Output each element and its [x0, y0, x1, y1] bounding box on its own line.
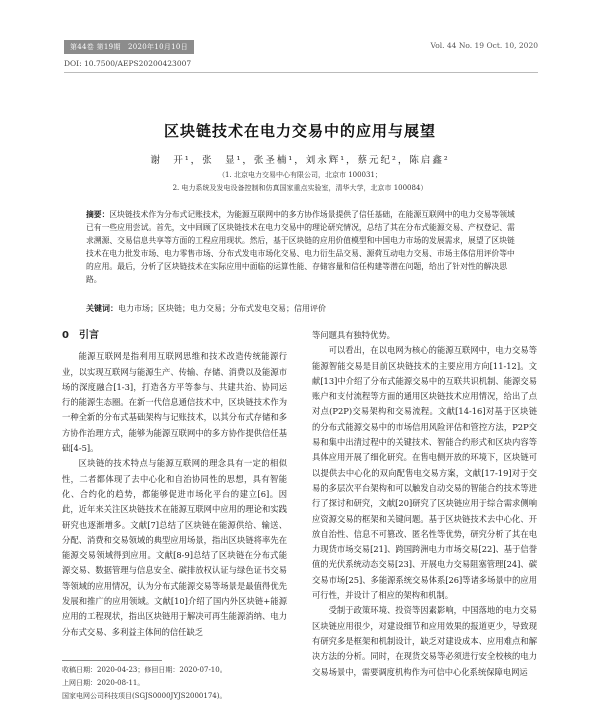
abstract-label: 摘要：	[86, 210, 110, 219]
left-column	[62, 328, 287, 640]
journal-header	[64, 40, 538, 54]
doi: DOI: 10.7500/AEPS20200423007	[64, 59, 192, 68]
footnote-funding: 国家电网公司科技项目(SGJS0000JYJS2000174)。	[62, 692, 227, 700]
affiliation-2: 2. 电力系统及发电设备控制和仿真国家重点实验室，清华大学，北京市 100084）	[172, 184, 428, 192]
footnotes	[62, 664, 287, 703]
footnote-received: 收稿日期：2020-04-23；修回日期：2020-07-10。	[62, 666, 227, 674]
section-heading: 0 引言	[62, 330, 99, 341]
keywords	[86, 303, 516, 314]
header-divider	[64, 72, 538, 73]
affiliation-1: （1. 北京电力交易中心有限公司，北京市 100031；	[218, 171, 382, 179]
body-paragraph: 能源互联网是指利用互联网思维和技术改造传统能源行业，以实现互联网与能源生产、传输、存储、消费以及能源市场的深度融合[1-3]，打造各方平等参与、共建共治、协同运行的能源生态圈。在新一代信息通信技术中，区块链技术作为一种全新的分布式基础架构与记账技术，以其分布式存储和多方协作治理方式，能够为能源互联网中的多方协作提供信任基础[4-5]。	[62, 351, 287, 454]
footnote-online: 上网日期：2020-08-11。	[62, 679, 145, 687]
issue-label-cn: 第44卷 第19期 2020年10月10日	[64, 40, 194, 54]
article-title: 区块链技术在电力交易中的应用与展望	[163, 122, 436, 140]
body-paragraph: 可以看出，在以电网为核心的能源互联网中，电力交易等能源智能交易是目前区块链技术的主要应用方向[11-12]。文献[13]中介绍了分布式能源交易中的互联共识机制、能源交易账户和支付流程等方面的通用区块链技术应用情况，给出了点对点(P2P)交易架构和交易流程。文献[14-16]对基于区块链的分布式能源交易中的市场信用风险评估和管控方法，P2P交易和集中出清过程中的关键技术、智能合约形式和区块内容等具体应用开展了细化研究。在售电侧开放的环境下，区块链可以提供去中心化的双向配售电交易方案，文献[17-19]对于交易的多层次平台架构和可以触发自动交易的智能合约技术等进行了探讨和研究，文献[20]研究了区块链应用于综合需求侧响应资源交易的框架和关键问题。基于区块链技术去中心化、开放自治性、信息不可篡改、匿名性等优势，研究分析了其在电力现货市场交易[21]、跨国跨洲电力市场交易[22]、基于信誉值的光伏系统动态交易[23]、开展电力交易阻塞管理[24]、碳交易市场[25]、多能源系统交易体系[26]等诸多场景中的应用可行性，并设计了相应的架构和机制。	[312, 345, 537, 601]
author-list: 谢 开¹，张 显¹，张圣楠¹，刘永辉¹，蔡元纪²，陈启鑫²	[150, 155, 450, 166]
right-column	[312, 328, 537, 680]
body-paragraph: 区块链的技术特点与能源互联网的理念具有一定的相似性，二者都体现了去中心化和自治协同性的思想，具有智能化、合约化的趋势，都能够促进市场化平台的建立[6]。因此，近年来关注区块链技术在能源互联网中应用的理论和实践研究也逐渐增多。文献[7]总结了区块链在能源供给、输送、分配、消费和交易领域的典型应用场景，指出区块链将率先在能源交易领域得到应用。文献[8-9]总结了区块链在分布式能源交易、数据管理与信息安全、碳排放权认证与绿色证书交易等领域的应用情况，认为分布式能源交易等场景是最值得优先发展和推广的应用领域。文献[10]介绍了国内外区块链+能源应用的工程现状，指出区块链用于解决可再生能源消纳、电力分布式交易、多利益主体间的信任缺乏	[62, 458, 287, 637]
footnote-divider	[62, 660, 162, 661]
body-paragraph-continued: 等问题具有独特优势。	[312, 330, 395, 340]
issue-label-en: Vol. 44 No. 19 Oct. 10, 2020	[430, 41, 538, 50]
abstract-text: 区块链技术作为分布式记账技术，为能源互联网中的多方协作场景提供了信任基础，在能源互联网中的电力交易等领域已有一些应用尝试。首先，文中回顾了区块链技术在电力交易中的理论研究情况，总结了其在分布式能源交易、产权登记、需求溯源、交易信息共享等方面的工程应用现状。然后，基于区块链的应用价值模型和中国电力市场的发展需求，展望了区块链技术在电力批发市场、电力零售市场、分布式发电市场化交易、电力衍生品交易、源荷互动电力交易、市场主体信用评价等中的应用。最后，分析了区块链技术在实际应用中面临的运算性能、存储容量和信任构建等潜在问题，给出了针对性的解决思路。	[86, 210, 515, 284]
keywords-text: 电力市场；区块链；电力交易；分布式发电交易；信用评价	[118, 304, 326, 313]
abstract	[86, 208, 516, 286]
keywords-label: 关键词：	[86, 304, 118, 313]
body-paragraph: 受制于政策环境、投资等因素影响，中国落地的电力交易区块链应用很少，对建设细节和应用效果的报道更少，导致现有研究多是框架和机制设计，缺乏对建设成本、应用难点和解决方法的分析。同时，在现货交易等必须进行安全校核的电力交易场景中，需要调度机构作为可信中心化系统保障电网运	[312, 605, 537, 677]
